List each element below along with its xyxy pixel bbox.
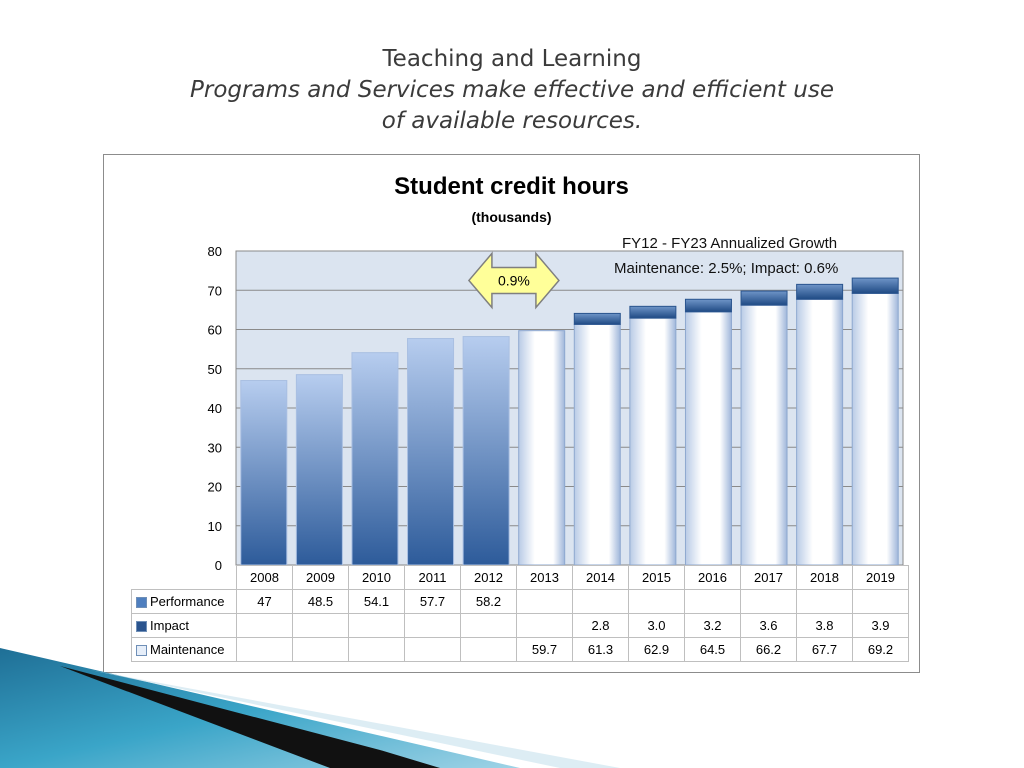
bar-maintenance	[685, 312, 731, 565]
data-label: 62.9	[629, 638, 685, 662]
data-label: 47	[237, 590, 293, 614]
bar-performance	[352, 353, 398, 565]
slide-title-line1: Teaching and Learning	[382, 46, 642, 72]
chart-frame	[103, 154, 920, 673]
bar-performance	[463, 337, 509, 565]
x-tick-label: 2018	[797, 566, 853, 590]
bar-performance	[296, 375, 342, 565]
data-label: 57.7	[405, 590, 461, 614]
teal-swoosh	[0, 648, 520, 768]
x-tick-label: 2011	[405, 566, 461, 590]
bar-impact	[685, 299, 731, 312]
data-label: 54.1	[349, 590, 405, 614]
y-tick-label: 10	[207, 518, 222, 534]
table-corner	[132, 566, 237, 590]
data-label: 64.5	[685, 638, 741, 662]
y-tick-label: 30	[207, 440, 222, 456]
y-tick-label: 50	[207, 361, 222, 377]
slide-title-line2: Programs and Services make effective and efficient use	[190, 77, 834, 103]
x-tick-label: 2014	[573, 566, 629, 590]
data-label: 59.7	[517, 638, 573, 662]
y-tick-label: 0	[214, 558, 222, 573]
data-label: 48.5	[293, 590, 349, 614]
slide-title-line3: of available resources.	[381, 108, 643, 134]
bar-performance	[408, 339, 454, 565]
chart-subtitle: (thousands)	[471, 209, 552, 225]
chart-title: Student credit hours	[394, 173, 629, 200]
data-label: 3.6	[741, 614, 797, 638]
legend-label: Performance	[150, 594, 225, 609]
bar-maintenance	[852, 293, 898, 565]
data-label: 3.8	[797, 614, 853, 638]
data-label: 58.2	[461, 590, 517, 614]
bar-impact	[630, 306, 676, 318]
y-tick-label: 60	[207, 322, 222, 338]
y-tick-label: 40	[207, 401, 222, 416]
y-tick-label: 80	[207, 244, 222, 259]
bar-impact	[797, 284, 843, 299]
x-tick-label: 2019	[853, 566, 909, 590]
growth-annotation-line1: FY12 - FY23 Annualized Growth	[622, 235, 838, 252]
data-label: 3.9	[853, 614, 909, 638]
x-tick-label: 2016	[685, 566, 741, 590]
x-tick-label: 2009	[293, 566, 349, 590]
data-label: 2.8	[573, 614, 629, 638]
slide-decoration	[0, 600, 1024, 768]
bar-maintenance	[797, 299, 843, 565]
x-tick-label: 2015	[629, 566, 685, 590]
arrow-label: 0.9%	[497, 272, 530, 289]
x-tick-label: 2017	[741, 566, 797, 590]
data-label: 3.0	[629, 614, 685, 638]
table-header-row	[132, 566, 909, 590]
y-tick-label: 70	[207, 283, 222, 299]
bar-impact	[741, 291, 787, 305]
bar-performance	[241, 381, 287, 565]
data-label: 67.7	[797, 638, 853, 662]
bar-impact	[852, 278, 898, 293]
slide-title	[0, 44, 1024, 137]
x-tick-label: 2012	[461, 566, 517, 590]
bar-maintenance	[574, 324, 620, 565]
y-tick-label: 20	[207, 479, 222, 495]
bar-impact	[574, 313, 620, 324]
x-tick-label: 2008	[237, 566, 293, 590]
bar-maintenance	[741, 305, 787, 565]
bar-maintenance	[630, 318, 676, 565]
legend-label: Impact	[150, 618, 190, 633]
bar-maintenance	[519, 331, 565, 565]
growth-annotation-line2: Maintenance: 2.5%; Impact: 0.6%	[614, 260, 839, 277]
data-label: 61.3	[573, 638, 629, 662]
x-tick-label: 2013	[517, 566, 573, 590]
data-label: 66.2	[741, 638, 797, 662]
data-label: 69.2	[853, 638, 909, 662]
x-tick-label: 2010	[349, 566, 405, 590]
legend-label: Maintenance	[150, 642, 225, 657]
data-label: 3.2	[685, 614, 741, 638]
